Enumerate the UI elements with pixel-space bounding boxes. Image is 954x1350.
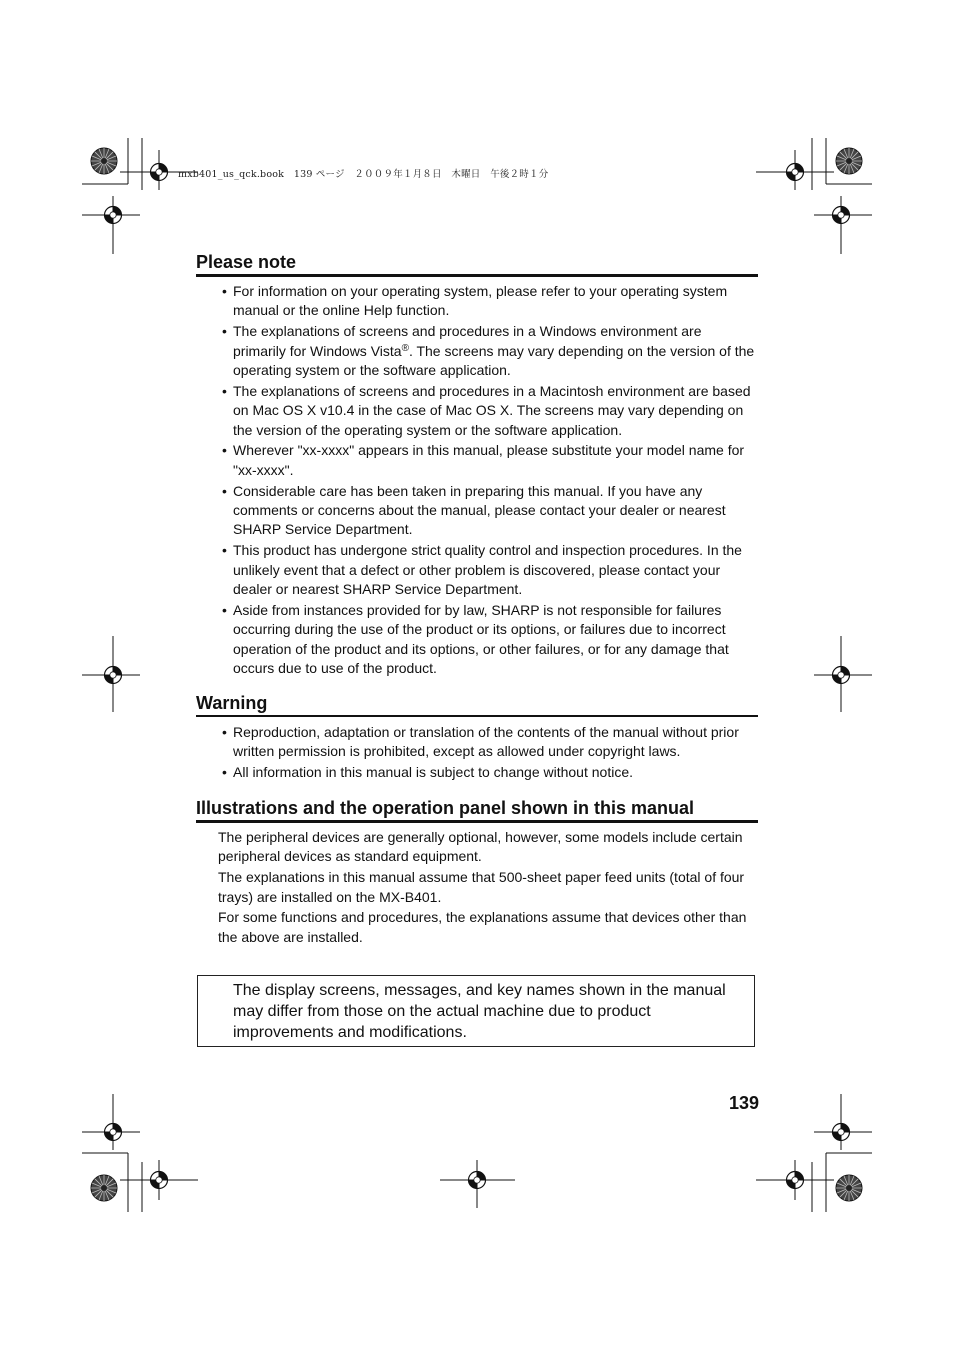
paragraph: For some functions and procedures, the explanations assume that devices other than the above are installed. [218, 909, 747, 945]
warning-heading: Warning [196, 692, 758, 717]
note-text: The display screens, messages, and key names shown in the manual may differ from those on the actual machine due to product improvements and modifications. [233, 982, 726, 1041]
registration-mark-icon [833, 207, 850, 224]
paragraph: The peripheral devices are generally optional, however, some models include certain peripheral devices as standard equipment. [218, 829, 743, 865]
list-item: • All information in this manual is subject to change without notice. [222, 764, 633, 781]
please-note-list [196, 282, 758, 680]
color-wheel-icon [91, 1175, 117, 1201]
registration-mark-icon [151, 164, 168, 181]
note-box [197, 975, 755, 1047]
registration-mark-icon [469, 1172, 486, 1189]
registration-mark-icon [787, 1172, 804, 1189]
illustrations-body [218, 828, 758, 949]
list-item: • The explanations of screens and procedures in a Windows environment are primarily for Windows Vista®. The screens may vary depending on the version of the operating system or the software application. [222, 323, 755, 379]
list-item: • Wherever "xx-xxxx" appears in this manual, please substitute your model name for "xx-xxxx". [222, 442, 745, 478]
registration-mark-icon [833, 667, 850, 684]
list-item: • Aside from instances provided for by law, SHARP is not responsible for failures occurring during the use of the product or its options, or failures due to incorrect operation of the product and its options, or other failures, or for any damage that occurs due to use of the product. [222, 601, 729, 677]
registration-mark-icon [105, 667, 122, 684]
warning-list [196, 723, 758, 784]
color-wheel-icon [836, 1175, 862, 1201]
print-slug: mxb401_us_qck.book 139 ページ ２００９年１月８日 木曜日 午後２時１分 [178, 169, 549, 180]
color-wheel-icon [836, 148, 862, 174]
registration-mark-icon [105, 1124, 122, 1141]
list-item: • The explanations of screens and procedures in a Macintosh environment are based on Mac OS X v10.4 in the case of Mac OS X. The screens may vary depending on the version of the operating system or the software application. [222, 382, 751, 438]
registration-mark-icon [787, 164, 804, 181]
registration-mark-icon [105, 207, 122, 224]
page-number: 139 [728, 1093, 759, 1113]
registration-mark-icon [151, 1172, 168, 1189]
list-item: • This product has undergone strict quality control and inspection procedures. In the unlikely event that a defect or other problem is discovered, please contact your dealer or nearest SHARP Service Department. [222, 542, 742, 598]
paragraph: The explanations in this manual assume that 500-sheet paper feed units (total of four trays) are installed on the MX-B401. [218, 869, 745, 905]
list-item: • For information on your operating system, please refer to your operating system manual or the online Help function. [222, 283, 728, 319]
please-note-heading: Please note [196, 251, 758, 277]
color-wheel-icon [91, 148, 117, 174]
registered-mark: ® [401, 342, 409, 354]
list-item: • Reproduction, adaptation or translation of the contents of the manual without prior written permission is prohibited, except as allowed under copyright laws. [222, 724, 739, 760]
illustrations-heading: Illustrations and the operation panel shown in this manual [196, 797, 758, 823]
registration-mark-icon [833, 1124, 850, 1141]
list-item: • Considerable care has been taken in preparing this manual. If you have any comments or concerns about the manual, please contact your dealer or nearest SHARP Service Department. [222, 482, 726, 538]
